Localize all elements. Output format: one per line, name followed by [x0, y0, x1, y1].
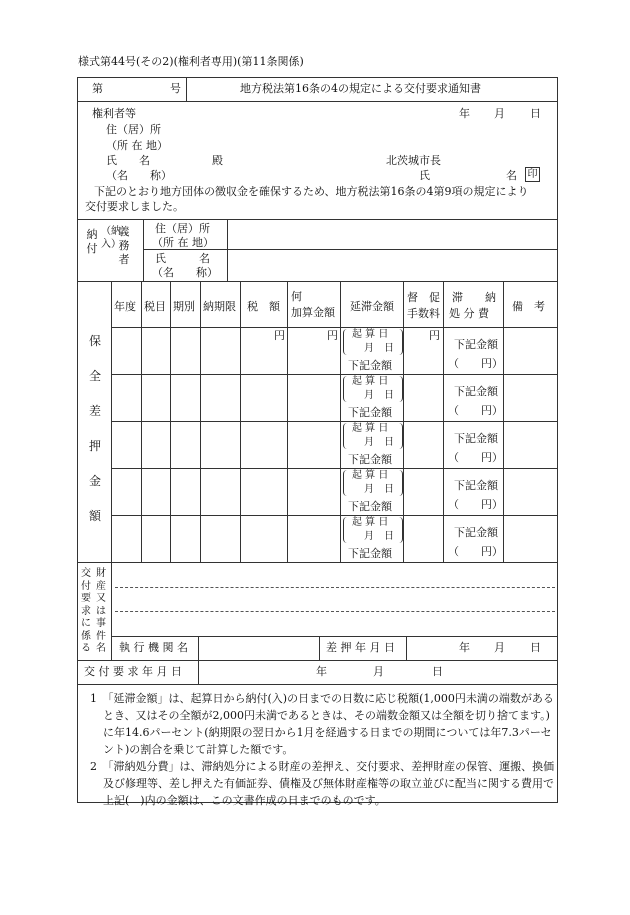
kofu-bottom — [77, 684, 558, 685]
bottom-side-label-2: 財産又は事件名 — [96, 568, 106, 654]
kofu-month: 月 — [373, 665, 384, 678]
col-taino: 滞 納 — [452, 291, 496, 304]
paren-yen: （ 円） — [448, 498, 503, 511]
calc-month-label: 月 日 — [364, 390, 394, 401]
calc-day-label: 起 算 日 — [352, 517, 389, 528]
side-char: 全 — [89, 369, 102, 383]
below-amount-shobun: 下記金額 — [454, 432, 498, 445]
location-label: （所 在 地） — [106, 139, 168, 152]
exec-bottom — [77, 660, 558, 661]
payer-location: （所 在 地） — [152, 236, 214, 249]
side-char: 額 — [89, 509, 102, 523]
col-tokusoku: 督 促 — [407, 291, 440, 304]
table-row-line — [111, 515, 557, 516]
name-label: 氏 名 — [106, 154, 150, 167]
doc-number-prefix: 第 — [92, 82, 103, 95]
date-year: 年 — [459, 107, 470, 120]
bottom-left-div — [111, 562, 112, 660]
calc-day-label: 起 算 日 — [352, 376, 389, 387]
col-entai: 延滞金額 — [350, 300, 394, 313]
outer-top — [77, 77, 558, 78]
yen-kasan: 円 — [327, 329, 338, 342]
statement-line-2: 交付要求しました。 — [85, 200, 184, 213]
address-label: 住（居）所 — [106, 123, 161, 136]
side-char: 金 — [89, 474, 102, 488]
payer-top — [77, 219, 558, 220]
title-name-label: （名 称） — [106, 169, 172, 182]
table-row-line — [111, 468, 557, 469]
exec-div-3 — [406, 636, 407, 660]
exec-div-2 — [319, 636, 320, 660]
kofu-day: 日 — [432, 665, 443, 678]
col-nokigen: 納期限 — [203, 300, 236, 313]
paren-yen: （ 円） — [448, 404, 503, 417]
header-bottom — [77, 101, 558, 102]
bottom-side-label-1: 交付要求に係る — [81, 568, 91, 654]
exec-div-1 — [198, 636, 199, 660]
calc-day-label: 起 算 日 — [352, 423, 389, 434]
dash-1 — [115, 587, 555, 588]
notes — [90, 690, 558, 809]
payer-address: 住（居）所 — [155, 222, 210, 235]
table-header-line — [111, 327, 557, 328]
seal-mark: 印 — [525, 167, 540, 182]
payer-name: 氏 名 — [155, 252, 210, 265]
below-amount-shobun: 下記金額 — [454, 526, 498, 539]
col-kasan: 加算金額 — [291, 306, 335, 319]
statement-line-1: 下記のとおり地方団体の徴収金を確保するため、地方税法第16条の4第9項の規定により — [94, 185, 529, 198]
below-amount-entai: 下記金額 — [348, 359, 392, 372]
col-kibetsu: 期別 — [173, 300, 195, 313]
dash-2 — [115, 611, 555, 612]
table-row-line — [111, 374, 557, 375]
side-char: 保 — [89, 334, 102, 348]
date-day: 日 — [530, 107, 541, 120]
calc-month-label: 月 日 — [364, 437, 394, 448]
bottom-top — [77, 562, 558, 563]
note-1: 1 「延滞金額」は、起算日から納付(入)の日までの日数に応じ税額(1,000円未満の端数があるとき、又はその全額が2,000円未満であるときは、その端数金額又は全額を切り捨てます。)に年14.6パーセント(納期限の翌日から1月を経過する日までの期間については年7.3パーセント)の割合を乗じて計算した額です。 — [90, 692, 554, 756]
kofu-year: 年 — [316, 665, 327, 678]
paren-yen: （ 円） — [448, 357, 503, 370]
calc-month-label: 月 日 — [364, 343, 394, 354]
mayor-shi: 氏 — [419, 169, 430, 182]
seizure-month: 月 — [494, 641, 505, 654]
payer-gimusha: 義務者 — [118, 225, 130, 266]
exec-top — [111, 636, 557, 637]
mayor-label: 北茨城市長 — [386, 154, 441, 167]
payer-div-2 — [227, 219, 228, 281]
below-amount-shobun: 下記金額 — [454, 479, 498, 492]
below-amount-entai: 下記金額 — [348, 406, 392, 419]
col-zeimoku: 税目 — [144, 300, 166, 313]
payer-nyu: （納入） — [101, 226, 121, 250]
kofu-div — [198, 660, 199, 684]
kofu-date-label: 交 付 要 求 年 月 日 — [84, 665, 182, 678]
seizure-year: 年 — [459, 641, 470, 654]
honorific: 殿 — [212, 154, 223, 167]
header-divider — [186, 77, 187, 101]
below-amount-entai: 下記金額 — [348, 453, 392, 466]
form-label: 様式第44号(その2)(権利者専用)(第11条関係) — [78, 55, 304, 68]
doc-title: 地方税法第16条の4の規定による交付要求通知書 — [240, 82, 481, 95]
col-shobun: 処 分 費 — [449, 307, 489, 320]
side-char: 差 — [89, 404, 102, 418]
outer-left — [77, 77, 78, 803]
doc-number-suffix: 号 — [170, 82, 181, 95]
col-biko: 備 考 — [512, 300, 545, 313]
col-zeigaku: 税 額 — [247, 300, 280, 313]
col-nendo: 年度 — [114, 300, 136, 313]
calc-day-label: 起 算 日 — [352, 329, 389, 340]
payer-div-1 — [143, 219, 144, 281]
payer-title-name: （名 称） — [152, 266, 218, 279]
yen-tokusoku: 円 — [429, 329, 440, 342]
paren-yen: （ 円） — [448, 545, 503, 558]
payer-bottom — [77, 281, 558, 282]
table-row-line — [111, 421, 557, 422]
paren-yen: （ 円） — [448, 451, 503, 464]
below-amount-entai: 下記金額 — [348, 547, 392, 560]
payer-mid — [143, 249, 557, 250]
below-amount-shobun: 下記金額 — [454, 385, 498, 398]
col-nani: 何 — [291, 290, 302, 303]
yen-zeigaku: 円 — [274, 329, 285, 342]
col-tesuryo: 手数料 — [407, 307, 440, 320]
mayor-mei: 名 — [506, 169, 517, 182]
payer-nofu: 納付 — [86, 228, 98, 255]
below-amount-entai: 下記金額 — [348, 500, 392, 513]
seizure-day: 日 — [530, 641, 541, 654]
exec-agency-label: 執 行 機 関 名 — [119, 641, 188, 654]
calc-day-label: 起 算 日 — [352, 470, 389, 481]
seizure-date-label: 差 押 年 月 日 — [326, 641, 395, 654]
date-month: 月 — [494, 107, 505, 120]
calc-month-label: 月 日 — [364, 484, 394, 495]
side-char: 押 — [89, 439, 102, 453]
note-2: 2 「滞納処分費」は、滞納処分による財産の差押え、交付要求、差押財産の保管、運搬、換価及び修理等、差し押えた有価証券、債権及び無体財産権等の取立並びに配当に関する費用で上記( )内の金額は、この文書作成の日までのものです。 — [90, 760, 555, 807]
calc-month-label: 月 日 — [364, 531, 394, 542]
rights-holder-label: 権利者等 — [92, 107, 136, 120]
below-amount-shobun: 下記金額 — [454, 338, 498, 351]
